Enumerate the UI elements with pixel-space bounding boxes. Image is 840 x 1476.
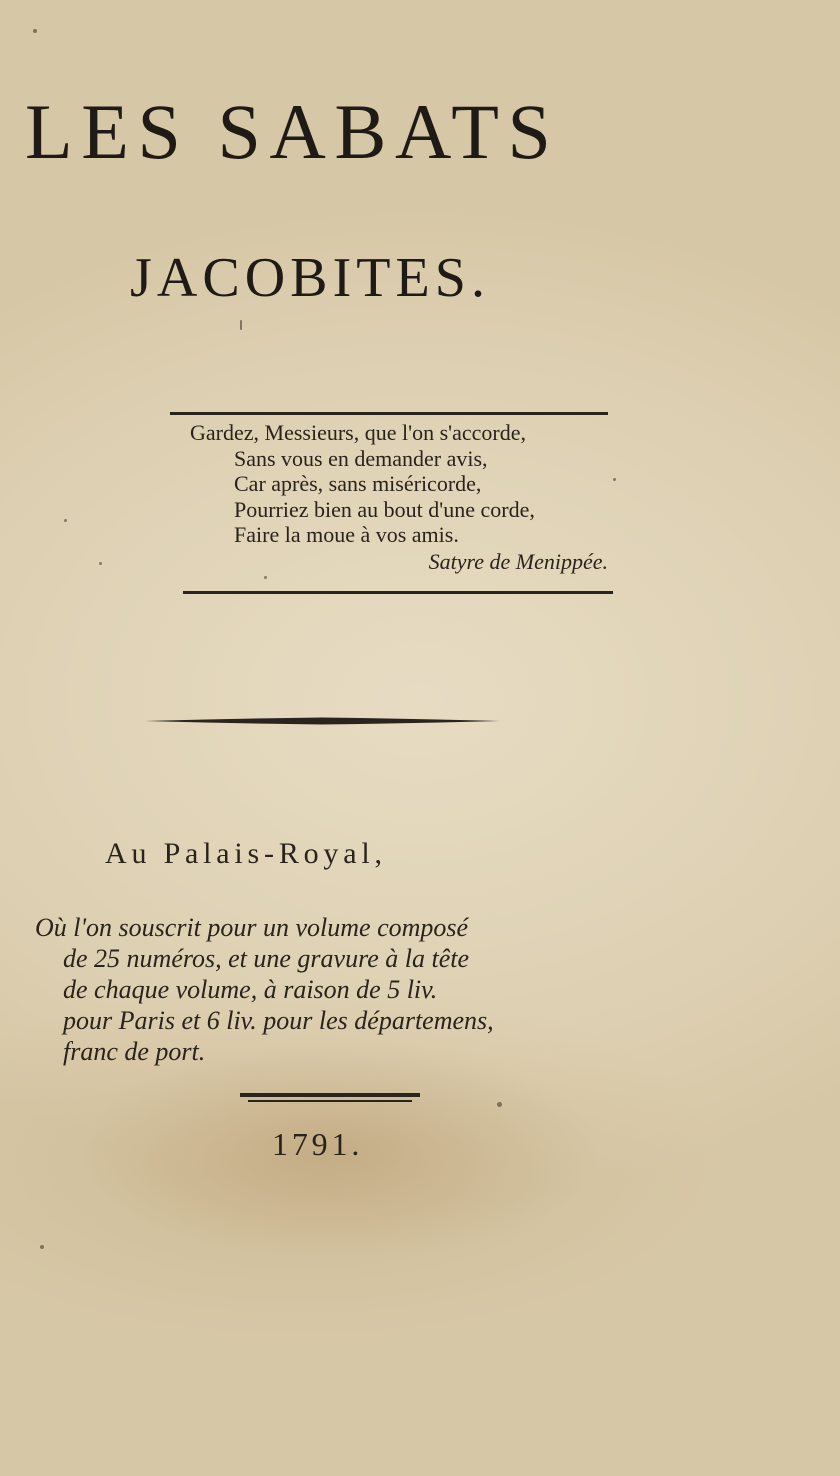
epigraph-line: Pourriez bien au bout d'une corde, [234, 496, 535, 522]
epigraph-line: Gardez, Messieurs, que l'on s'accorde, [190, 420, 526, 445]
paper-speck [497, 1102, 502, 1107]
epigraph [190, 420, 620, 574]
subscription-line: pour Paris et 6 liv. pour les départemens, [63, 1006, 494, 1035]
title-line-2: JACOBITES. [130, 247, 490, 309]
title-line-1: LES SABATS [25, 88, 560, 175]
epigraph-line: Car après, sans miséricorde, [234, 471, 482, 496]
subscription-line: de 25 numéros, et une gravure à la tête [63, 944, 470, 973]
paper-speck [264, 576, 267, 579]
paper-speck [99, 562, 102, 565]
subscription-line: de chaque volume, à raison de 5 liv. [63, 975, 438, 1004]
ornamental-divider [145, 716, 500, 726]
publication-year: 1791. [272, 1126, 364, 1162]
epigraph-line: Faire la moue à vos amis. [234, 522, 459, 547]
paper-speck [64, 519, 67, 522]
subscription-line: Où l'on souscrit pour un volume composé [35, 913, 469, 942]
epigraph-line: Sans vous en demander avis, [234, 445, 488, 471]
imprint-place: Au Palais-Royal, [105, 837, 387, 870]
subscription-line: franc de port. [63, 1037, 206, 1066]
subscription-note [35, 912, 635, 1067]
paper-speck [33, 29, 37, 33]
paper-speck [240, 320, 242, 330]
double-rule-divider [240, 1092, 420, 1104]
epigraph-top-rule [170, 412, 608, 415]
epigraph-source: Satyre de Menippée. [428, 548, 608, 574]
epigraph-bottom-rule [183, 591, 613, 594]
paper-speck [40, 1245, 44, 1249]
paper-speck [613, 478, 616, 481]
